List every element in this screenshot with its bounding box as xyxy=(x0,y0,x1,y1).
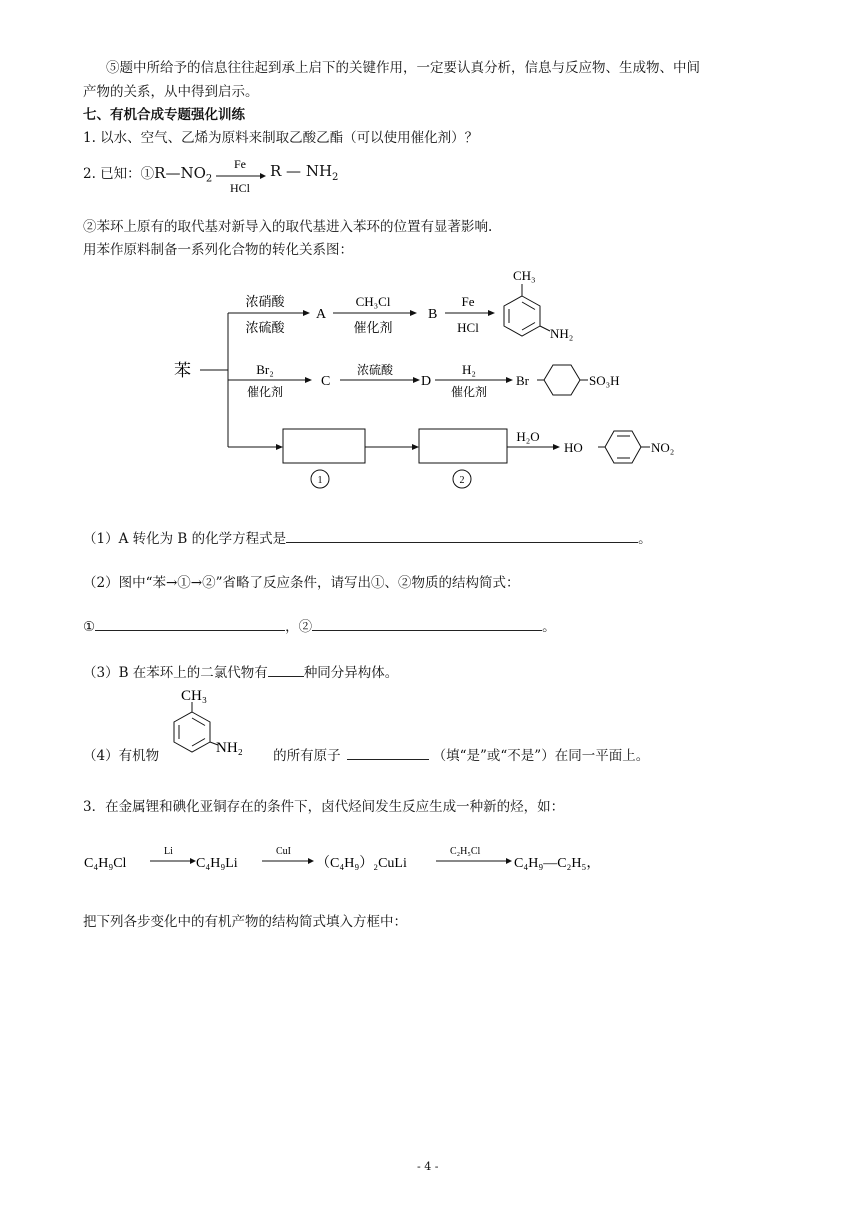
q2-product-sub: 2 xyxy=(332,172,339,183)
r1-arrow1-bottom: 浓硫酸 xyxy=(245,321,285,336)
r2-sulfo: SO₃H xyxy=(589,373,620,388)
r1-methyl: CH₃ xyxy=(513,268,536,283)
compound-B: B xyxy=(428,307,438,322)
q2-product-text: R — NH xyxy=(270,162,333,180)
q2-prefix: 2. 已知：① xyxy=(83,166,155,182)
q3-s1: C₄H₉Cl xyxy=(84,856,127,871)
compound-D: D xyxy=(421,374,432,389)
question-3-instruction: 把下列各步变化中的有机产物的结构简式填入方框中： xyxy=(83,914,407,930)
sq3-text-a: （3）B 在苯环上的二氯代物有 xyxy=(83,665,268,681)
section-title: 七、有机合成专题强化训练 xyxy=(83,107,245,123)
q3-s4: C₄H₉—C₂H₅， xyxy=(514,856,601,871)
question-1: 1. 以水、空气、乙烯为原料来制取乙酸乙酯（可以使用催化剂）？ xyxy=(83,130,479,146)
r1-arrow2-top: CH₃Cl xyxy=(355,294,391,309)
q2-reaction-arrow xyxy=(214,154,266,196)
r3-hydroxy: HO xyxy=(564,440,583,455)
sq4-blank[interactable] xyxy=(347,745,429,760)
sq1-text: （1）A 转化为 B 的化学方程式是 xyxy=(83,531,287,547)
r1-arrow2-bottom: 催化剂 xyxy=(353,321,393,336)
question-3-title: 3．在金属锂和碘化亚铜存在的条件下，卤代烃间发生反应生成一种新的烃，如： xyxy=(83,799,565,815)
sub-question-3 xyxy=(83,661,398,681)
q2-line-2: ②苯环上原有的取代基对新导入的取代基进入苯环的位置有显著影响. xyxy=(83,219,493,235)
sq3-blank[interactable] xyxy=(268,662,304,677)
box2-label: 2 xyxy=(459,475,465,486)
sq4-text-c: （填“是”或“不是”）在同一平面上。 xyxy=(432,748,650,764)
scheme-start-benzene: 苯 xyxy=(174,361,191,381)
sq4-text-b: 的所有原子 xyxy=(273,748,341,764)
r1-arrow3-bottom: HCl xyxy=(457,320,479,335)
sq2-end: 。 xyxy=(542,619,556,635)
sq2-b-label: ，② xyxy=(285,619,313,635)
sq1-end: 。 xyxy=(638,531,652,547)
q3-reaction-sequence xyxy=(80,840,640,880)
r2-arrow1-top: Br₂ xyxy=(256,362,274,377)
sq4-structure xyxy=(168,684,268,764)
page-number: - 4 - xyxy=(417,1160,439,1173)
intro-line-2: 产物的关系，从中得到启示。 xyxy=(83,84,259,100)
q2-reactant: R—NO xyxy=(154,164,206,182)
r1-arrow1-top: 浓硝酸 xyxy=(245,295,285,310)
q3-a1: Li xyxy=(164,846,173,857)
q3-a3: C₂H₅Cl xyxy=(450,846,481,857)
compound-C: C xyxy=(321,374,331,389)
q2-reactant-sub: 2 xyxy=(205,173,213,185)
q2-arrow-top: Fe xyxy=(234,157,246,171)
sq1-answer-blank[interactable] xyxy=(286,528,638,543)
sq2-a-label: ① xyxy=(83,619,96,635)
sub-question-2-answers xyxy=(83,615,556,635)
q3-s3: （C₄H₉）₂CuLi xyxy=(316,856,407,871)
sq3-text-b: 种同分异构体。 xyxy=(303,665,399,681)
sq2-b-blank[interactable] xyxy=(312,616,542,631)
r3-arrow-top: H₂O xyxy=(516,429,540,444)
q3-s2: C₄H₉Li xyxy=(196,856,238,871)
r2-bromo: Br xyxy=(516,373,529,388)
sq2-a-blank[interactable] xyxy=(95,616,285,631)
box1-label: 1 xyxy=(317,475,323,486)
r1-amino: NH₂ xyxy=(550,326,574,341)
r2-arrow3-top: H₂ xyxy=(462,362,476,377)
r1-arrow3-top: Fe xyxy=(461,294,475,309)
sq4-methyl: CH₃ xyxy=(181,688,208,704)
r3-nitro: NO₂ xyxy=(651,440,675,455)
r2-arrow1-bottom: 催化剂 xyxy=(246,385,284,399)
sq4-amino: NH₂ xyxy=(216,740,243,756)
reaction-scheme xyxy=(170,262,730,498)
sq4-text-a: （4）有机物 xyxy=(83,748,160,764)
intro-line-1: ⑤题中所给予的信息往往起到承上启下的关键作用，一定要认真分析，信息与反应物、生成物、中间 xyxy=(106,60,700,76)
q2-line-3: 用苯作原料制备一系列化合物的转化关系图： xyxy=(83,242,353,258)
q3-a2: CuI xyxy=(276,846,291,857)
compound-A: A xyxy=(316,307,327,322)
r2-arrow3-bottom: 催化剂 xyxy=(450,385,488,399)
q2-product xyxy=(270,162,338,183)
sub-question-2: （2）图中“苯→①→②”省略了反应条件，请写出①、②物质的结构简式： xyxy=(83,575,520,591)
r2-arrow2-top: 浓硫酸 xyxy=(356,363,394,377)
sub-question-1 xyxy=(83,527,652,547)
q2-arrow-bottom: HCl xyxy=(229,181,251,195)
question-2-known xyxy=(83,162,212,185)
